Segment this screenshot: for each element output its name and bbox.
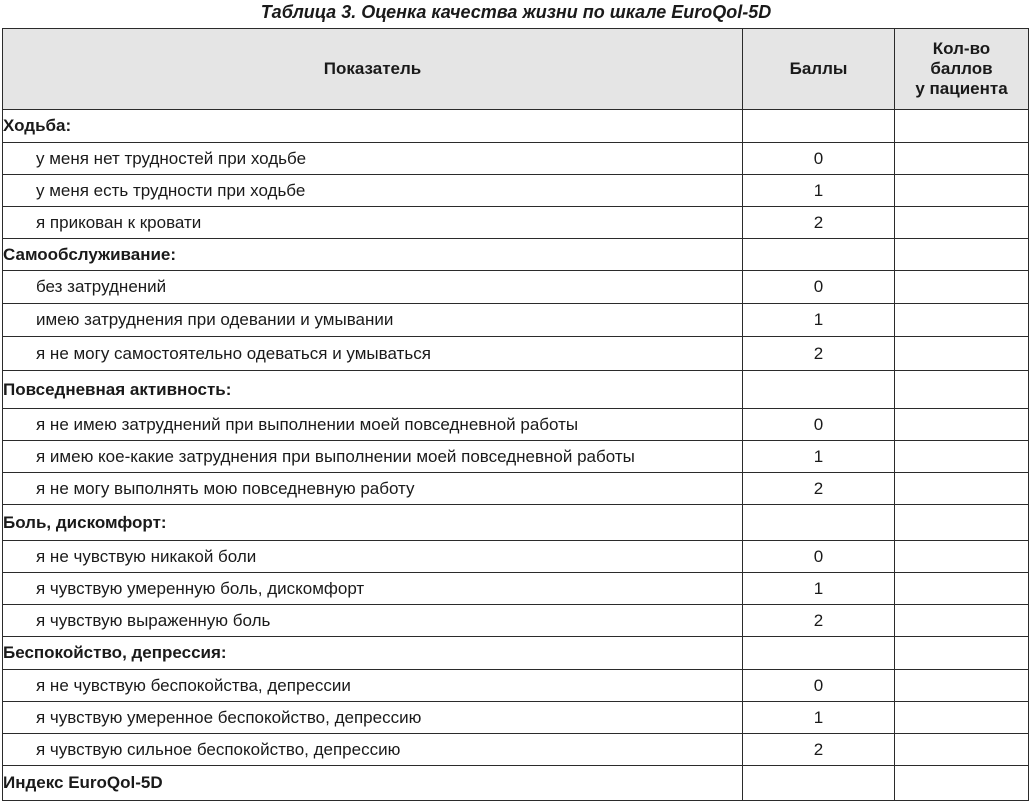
option-label: я не могу выполнять мою повседневную работу [3, 473, 743, 505]
section-label: Повседневная активность: [3, 371, 743, 409]
patient-score-cell[interactable] [895, 766, 1029, 801]
section-label: Ходьба: [3, 110, 743, 143]
header-patient-line2: баллов [930, 59, 993, 78]
patient-score-cell[interactable] [895, 505, 1029, 541]
section-row [3, 110, 1029, 143]
option-row [3, 175, 1029, 207]
option-label: имею затруднения при одевании и умывании [3, 304, 743, 337]
option-label: я чувствую сильное беспокойство, депрессию [3, 734, 743, 766]
patient-score-cell[interactable] [895, 573, 1029, 605]
option-row [3, 605, 1029, 637]
patient-score-cell[interactable] [895, 409, 1029, 441]
option-label: я не могу самостоятельно одеваться и умываться [3, 337, 743, 371]
score-cell: 0 [743, 670, 895, 702]
score-cell [743, 110, 895, 143]
option-row [3, 143, 1029, 175]
option-row [3, 304, 1029, 337]
header-patient-line1: Кол-во [932, 39, 991, 58]
option-label: я не чувствую никакой боли [3, 541, 743, 573]
score-cell: 2 [743, 605, 895, 637]
score-cell [743, 637, 895, 670]
score-cell: 1 [743, 304, 895, 337]
option-row [3, 207, 1029, 239]
patient-score-cell[interactable] [895, 473, 1029, 505]
option-row [3, 734, 1029, 766]
score-cell: 2 [743, 337, 895, 371]
score-cell: 1 [743, 175, 895, 207]
score-cell: 0 [743, 409, 895, 441]
option-label: я чувствую выраженную боль [3, 605, 743, 637]
option-row [3, 670, 1029, 702]
option-label: я имею кое-какие затруднения при выполнении моей повседневной работы [3, 441, 743, 473]
option-label: у меня нет трудностей при ходьбе [3, 143, 743, 175]
option-label: я чувствую умеренную боль, дискомфорт [3, 573, 743, 605]
option-label: я не имею затруднений при выполнении моей повседневной работы [3, 409, 743, 441]
option-label: я прикован к кровати [3, 207, 743, 239]
header-score: Баллы [743, 29, 895, 110]
patient-score-cell[interactable] [895, 734, 1029, 766]
score-cell: 1 [743, 573, 895, 605]
patient-score-cell[interactable] [895, 239, 1029, 271]
patient-score-cell[interactable] [895, 637, 1029, 670]
patient-score-cell[interactable] [895, 702, 1029, 734]
patient-score-cell[interactable] [895, 175, 1029, 207]
option-label: я не чувствую беспокойства, депрессии [3, 670, 743, 702]
option-label: без затруднений [3, 271, 743, 304]
section-row [3, 371, 1029, 409]
section-label: Беспокойство, депрессия: [3, 637, 743, 670]
option-row [3, 441, 1029, 473]
patient-score-cell[interactable] [895, 143, 1029, 175]
score-cell: 1 [743, 702, 895, 734]
header-row [3, 29, 1029, 110]
patient-score-cell[interactable] [895, 337, 1029, 371]
header-patient-score [895, 29, 1029, 110]
option-row [3, 541, 1029, 573]
option-row [3, 702, 1029, 734]
section-label: Боль, дискомфорт: [3, 505, 743, 541]
patient-score-cell[interactable] [895, 670, 1029, 702]
section-label: Самообслуживание: [3, 239, 743, 271]
index-row [3, 766, 1029, 801]
option-row [3, 573, 1029, 605]
patient-score-cell[interactable] [895, 207, 1029, 239]
header-patient-line3: у пациента [915, 79, 1008, 98]
section-row [3, 505, 1029, 541]
score-cell: 0 [743, 271, 895, 304]
patient-score-cell[interactable] [895, 371, 1029, 409]
option-label: у меня есть трудности при ходьбе [3, 175, 743, 207]
patient-score-cell[interactable] [895, 541, 1029, 573]
euroqol-table [2, 28, 1029, 801]
score-cell [743, 766, 895, 801]
index-label: Индекс EuroQol-5D [3, 766, 743, 801]
score-cell [743, 371, 895, 409]
score-cell: 0 [743, 143, 895, 175]
patient-score-cell[interactable] [895, 441, 1029, 473]
patient-score-cell[interactable] [895, 605, 1029, 637]
option-row [3, 473, 1029, 505]
option-row [3, 337, 1029, 371]
patient-score-cell[interactable] [895, 304, 1029, 337]
score-cell: 0 [743, 541, 895, 573]
patient-score-cell[interactable] [895, 110, 1029, 143]
option-label: я чувствую умеренное беспокойство, депрессию [3, 702, 743, 734]
score-cell: 2 [743, 734, 895, 766]
score-cell: 1 [743, 441, 895, 473]
header-indicator: Показатель [3, 29, 743, 110]
section-row [3, 637, 1029, 670]
option-row [3, 271, 1029, 304]
score-cell: 2 [743, 207, 895, 239]
score-cell [743, 239, 895, 271]
option-row [3, 409, 1029, 441]
score-cell [743, 505, 895, 541]
section-row [3, 239, 1029, 271]
score-cell: 2 [743, 473, 895, 505]
table-title: Таблица 3. Оценка качества жизни по шкале EuroQol-5D [260, 2, 772, 22]
patient-score-cell[interactable] [895, 271, 1029, 304]
